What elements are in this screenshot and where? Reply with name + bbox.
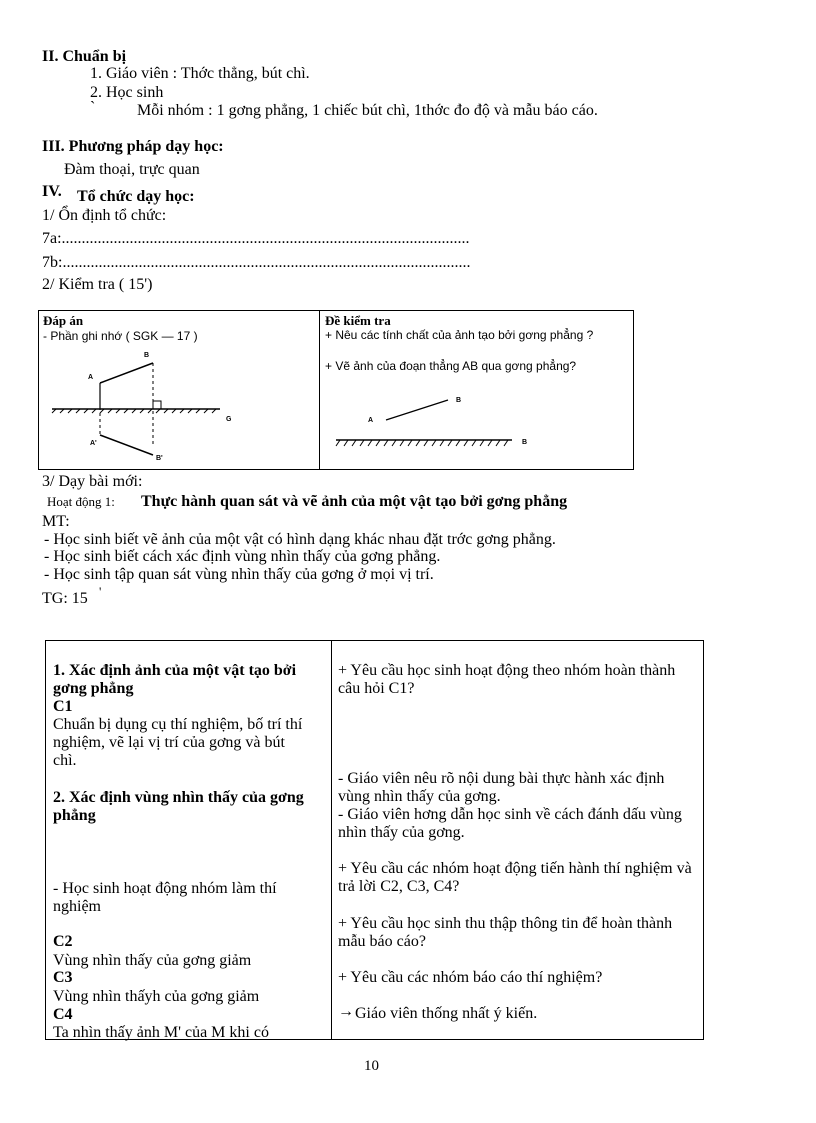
class-7b-line: 7b:...................................................................................................... [42, 254, 471, 271]
right-item-1: + Yêu cầu học sinh hoạt động theo nhóm hoàn thành câu hỏi C1? [338, 662, 676, 697]
label-b-prime: B' [156, 455, 163, 462]
c2-label: C2 [53, 933, 73, 950]
activity-table-divider [331, 640, 332, 1040]
time-mark: ' [99, 584, 102, 599]
test-table-divider [319, 310, 320, 470]
answer-line: - Phần ghi nhớ ( SGK — 17 ) [43, 329, 198, 343]
left-heading-2: 2. Xác định vùng nhìn thấy của gơng phẳng [53, 789, 304, 824]
left-heading-1: 1. Xác định ảnh của một vật tạo bởi gơng phẳng [53, 662, 297, 697]
right-item-3: - Giáo viên hơng dẫn học sinh về cách đánh dấu vùng nhìn thấy của gơng. [338, 806, 682, 841]
step-3: 3/ Dạy bài mới: [42, 473, 143, 490]
question-1: + Nêu các tính chất của ảnh tạo bởi gơng phẳng ? [325, 328, 594, 342]
c2-text: Vùng nhìn thấy của gơng giảm [53, 952, 252, 969]
section-2-heading: II. Chuẩn bị [42, 48, 127, 65]
c4-text: Ta nhìn thấy ảnh M' của M khi có [53, 1024, 269, 1041]
c3-text: Vùng nhìn thấyh của gơng giảm [53, 988, 260, 1005]
teacher-prep: 1. Giáo viên : Thớc thẳng, bút chì. [90, 65, 310, 82]
exercise-figure [322, 388, 622, 460]
mt-label: MT: [42, 513, 70, 530]
method-text: Đàm thoại, trực quan [64, 161, 200, 178]
section-4-roman: IV. [42, 183, 62, 200]
segment-ab [386, 400, 448, 420]
class-7a-line: 7a:...................................................................................................... [42, 230, 470, 247]
mirror-image-figure [40, 345, 318, 467]
answer-title: Đáp án [43, 313, 84, 328]
right-angle-mark [153, 401, 161, 409]
page-number: 10 [364, 1058, 379, 1074]
ex-label-b: B [456, 397, 462, 404]
right-item-7: Giáo viên thống nhất ý kiến. [355, 1005, 538, 1022]
goal-2: - Học sinh biết cách xác định vùng nhìn thấy của gơng phẳng. [44, 548, 441, 565]
ex-mirror-hatching [336, 440, 508, 446]
object-ab [100, 363, 153, 383]
right-item-5: + Yêu cầu học sinh thu thập thông tin để hoàn thành mẫu báo cáo? [338, 915, 673, 950]
arrow-icon: → [338, 1003, 354, 1020]
backtick-mark: ` [90, 99, 96, 116]
activity-prefix: Hoạt động 1: [47, 494, 115, 509]
time-label: TG: 15 [42, 590, 88, 607]
c4-label: C4 [53, 1006, 73, 1023]
right-item-4: + Yêu cầu các nhóm hoạt động tiến hành thí nghiệm và trả lời C2, C3, C4? [338, 860, 692, 895]
activity-title: Thực hành quan sát và vẽ ảnh của một vật tạo bởi gơng phẳng [141, 493, 568, 510]
label-a-prime: A' [90, 440, 97, 447]
goal-1: - Học sinh biết vẽ ảnh của một vật có hình dạng khác nhau đặt trớc gơng phẳng. [44, 531, 556, 548]
label-b: B [144, 352, 150, 359]
label-g: G [226, 416, 232, 423]
step-1: 1/ Ổn định tổ chức: [42, 207, 167, 224]
c1-text: Chuẩn bị dụng cụ thí nghiệm, bố trí thí nghiệm, vẽ lại vị trí của gơng và bút chì. [53, 716, 303, 769]
goal-3: - Học sinh tập quan sát vùng nhìn thấy của gơng ở mọi vị trí. [44, 566, 434, 583]
section-4-heading: Tổ chức dạy học: [77, 188, 195, 205]
question-2: + Vẽ ảnh của đoạn thẳng AB qua gơng phẳng? [325, 359, 577, 373]
section-3-heading: III. Phương pháp dạy học: [42, 138, 224, 155]
c1-label: C1 [53, 698, 73, 715]
label-a: A [88, 374, 94, 381]
ex-label-mirror: B [522, 439, 528, 446]
step-2: 2/ Kiểm tra ( 15') [42, 276, 153, 293]
question-title: Đề kiểm tra [325, 313, 391, 328]
ex-label-a: A [368, 417, 374, 424]
image-ab [100, 435, 153, 455]
right-item-2: - Giáo viên nêu rõ nội dung bài thực hành xác định vùng nhìn thấy của gơng. [338, 770, 665, 805]
group-work-text: - Học sinh hoạt động nhóm làm thí nghiệm [53, 880, 277, 915]
student-prep: 2. Học sinh [90, 84, 164, 101]
right-item-6: + Yêu cầu các nhóm báo cáo thí nghiệm? [338, 969, 603, 986]
group-prep: Mỗi nhóm : 1 gơng phẳng, 1 chiếc bút chì, 1thớc đo độ và mẫu báo cáo. [137, 102, 598, 119]
c3-label: C3 [53, 969, 73, 986]
